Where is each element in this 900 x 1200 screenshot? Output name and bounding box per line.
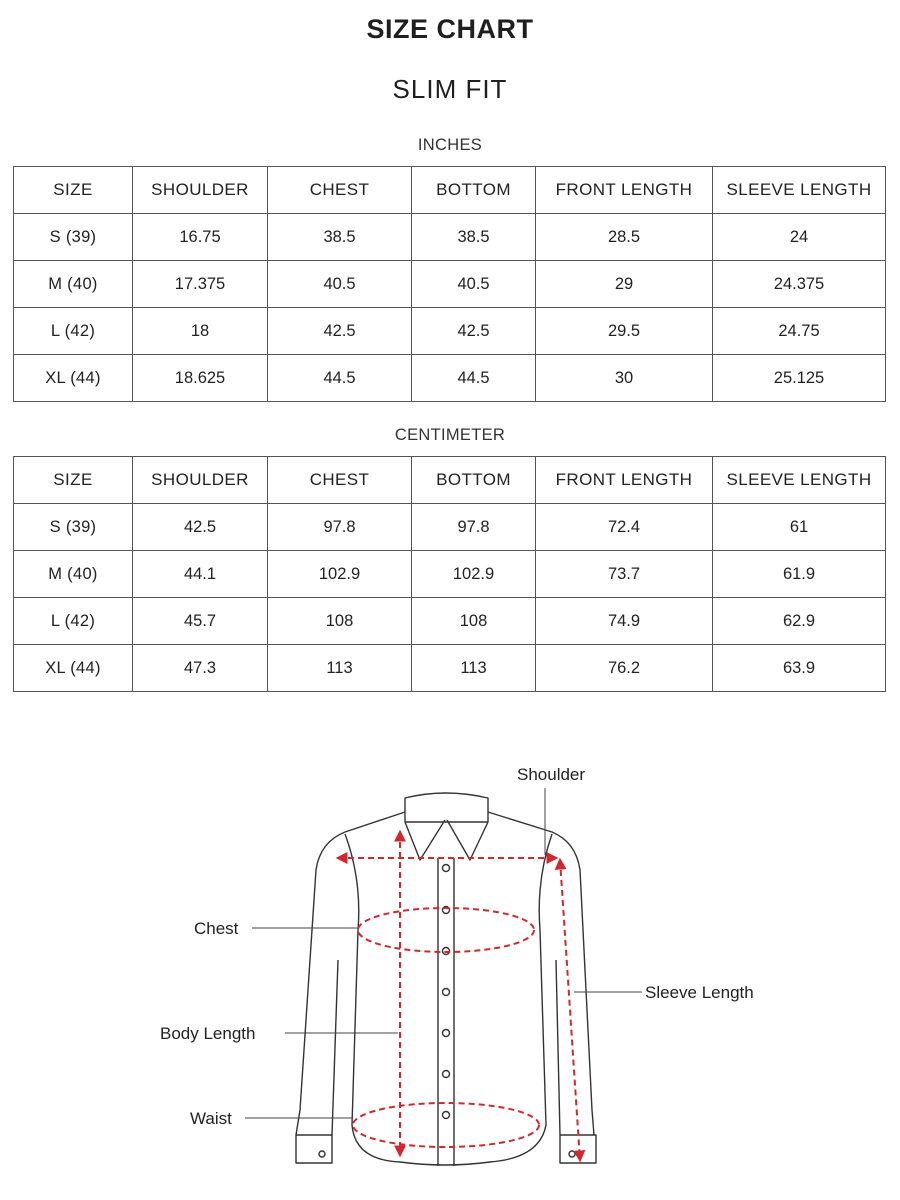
table-cell: 74.9 [536,598,713,645]
centimeter-unit-label: CENTIMETER [394,426,506,444]
cuff-right [560,1135,596,1163]
table-cell: 38.5 [412,214,536,261]
column-header-bottom: BOTTOM [412,457,536,504]
cuff-left [296,1135,332,1163]
column-header-size: SIZE [14,167,133,214]
table-cell: M (40) [14,261,133,308]
table-cell: 42.5 [412,308,536,355]
table-row [14,355,886,402]
table-cell: 97.8 [412,504,536,551]
button [443,865,450,872]
table-cell: XL (44) [14,355,133,402]
table-cell: 47.3 [133,645,268,692]
table-cell: 44.5 [412,355,536,402]
sleeve-right-inner [556,960,560,1135]
waist-measure-ellipse [353,1103,539,1147]
table-cell: 108 [412,598,536,645]
shirt-body [296,812,594,1135]
table-row [14,598,886,645]
shirt-measurement-diagram [0,740,900,1195]
column-header-front-length: FRONT LENGTH [536,457,713,504]
centimeter-size-table [13,456,886,692]
table-cell: 40.5 [268,261,412,308]
table-cell: L (42) [14,308,133,355]
table-cell: 30 [536,355,713,402]
shirt-hem [352,1125,546,1165]
table-cell: 102.9 [412,551,536,598]
table-cell: 18.625 [133,355,268,402]
table-row [14,214,886,261]
sleeve-length-measure-line [560,860,580,1160]
column-header-size: SIZE [14,457,133,504]
table-cell: 73.7 [536,551,713,598]
table-cell: 113 [268,645,412,692]
measurement-lines [338,832,580,1160]
shoulder-label: Shoulder [517,765,586,784]
table-header-row [14,457,886,504]
sleeve-length-label: Sleeve Length [645,983,754,1002]
chest-measure-ellipse [358,908,534,952]
table-cell: 38.5 [268,214,412,261]
table-cell: L (42) [14,598,133,645]
table-cell: 25.125 [713,355,886,402]
table-cell: 61 [713,504,886,551]
button [443,1112,450,1119]
inches-unit-label: INCHES [417,136,483,154]
table-cell: 72.4 [536,504,713,551]
chest-label: Chest [194,919,239,938]
table-cell: XL (44) [14,645,133,692]
table-cell: 29.5 [536,308,713,355]
page-title: SIZE CHART [366,14,534,44]
table-cell: 61.9 [713,551,886,598]
shirt-outline [296,793,596,1166]
collar-left [405,820,445,860]
fit-subtitle: SLIM FIT [392,74,508,104]
sleeve-left-inner [332,960,338,1135]
table-cell: M (40) [14,551,133,598]
column-header-bottom: BOTTOM [412,167,536,214]
button [443,1030,450,1037]
table-cell: 17.375 [133,261,268,308]
armhole-left [345,834,359,1125]
column-header-shoulder: SHOULDER [133,457,268,504]
collar-right [447,820,488,860]
table-cell: 44.5 [268,355,412,402]
waist-label: Waist [190,1109,232,1128]
table-row [14,308,886,355]
table-cell: 18 [133,308,268,355]
table-header-row [14,167,886,214]
table-cell: 16.75 [133,214,268,261]
column-header-front-length: FRONT LENGTH [536,167,713,214]
armhole-right [539,834,552,1125]
table-cell: 62.9 [713,598,886,645]
table-row [14,645,886,692]
table-cell: 44.1 [133,551,268,598]
button [443,989,450,996]
table-row [14,261,886,308]
table-row [14,551,886,598]
table-cell: 63.9 [713,645,886,692]
table-cell: 40.5 [412,261,536,308]
table-cell: 113 [412,645,536,692]
table-cell: 28.5 [536,214,713,261]
table-cell: S (39) [14,504,133,551]
column-header-sleeve-length: SLEEVE LENGTH [713,167,886,214]
table-cell: 102.9 [268,551,412,598]
table-cell: 24 [713,214,886,261]
table-cell: 108 [268,598,412,645]
table-cell: 76.2 [536,645,713,692]
table-row [14,504,886,551]
collar-band [405,793,488,822]
column-header-chest: CHEST [268,457,412,504]
table-cell: 97.8 [268,504,412,551]
table-cell: 24.375 [713,261,886,308]
button [443,1071,450,1078]
table-cell: 45.7 [133,598,268,645]
table-cell: 29 [536,261,713,308]
table-cell: 24.75 [713,308,886,355]
table-cell: S (39) [14,214,133,261]
column-header-chest: CHEST [268,167,412,214]
table-cell: 42.5 [268,308,412,355]
body-length-label: Body Length [160,1024,256,1043]
column-header-sleeve-length: SLEEVE LENGTH [713,457,886,504]
column-header-shoulder: SHOULDER [133,167,268,214]
table-cell: 42.5 [133,504,268,551]
inches-size-table [13,166,886,402]
